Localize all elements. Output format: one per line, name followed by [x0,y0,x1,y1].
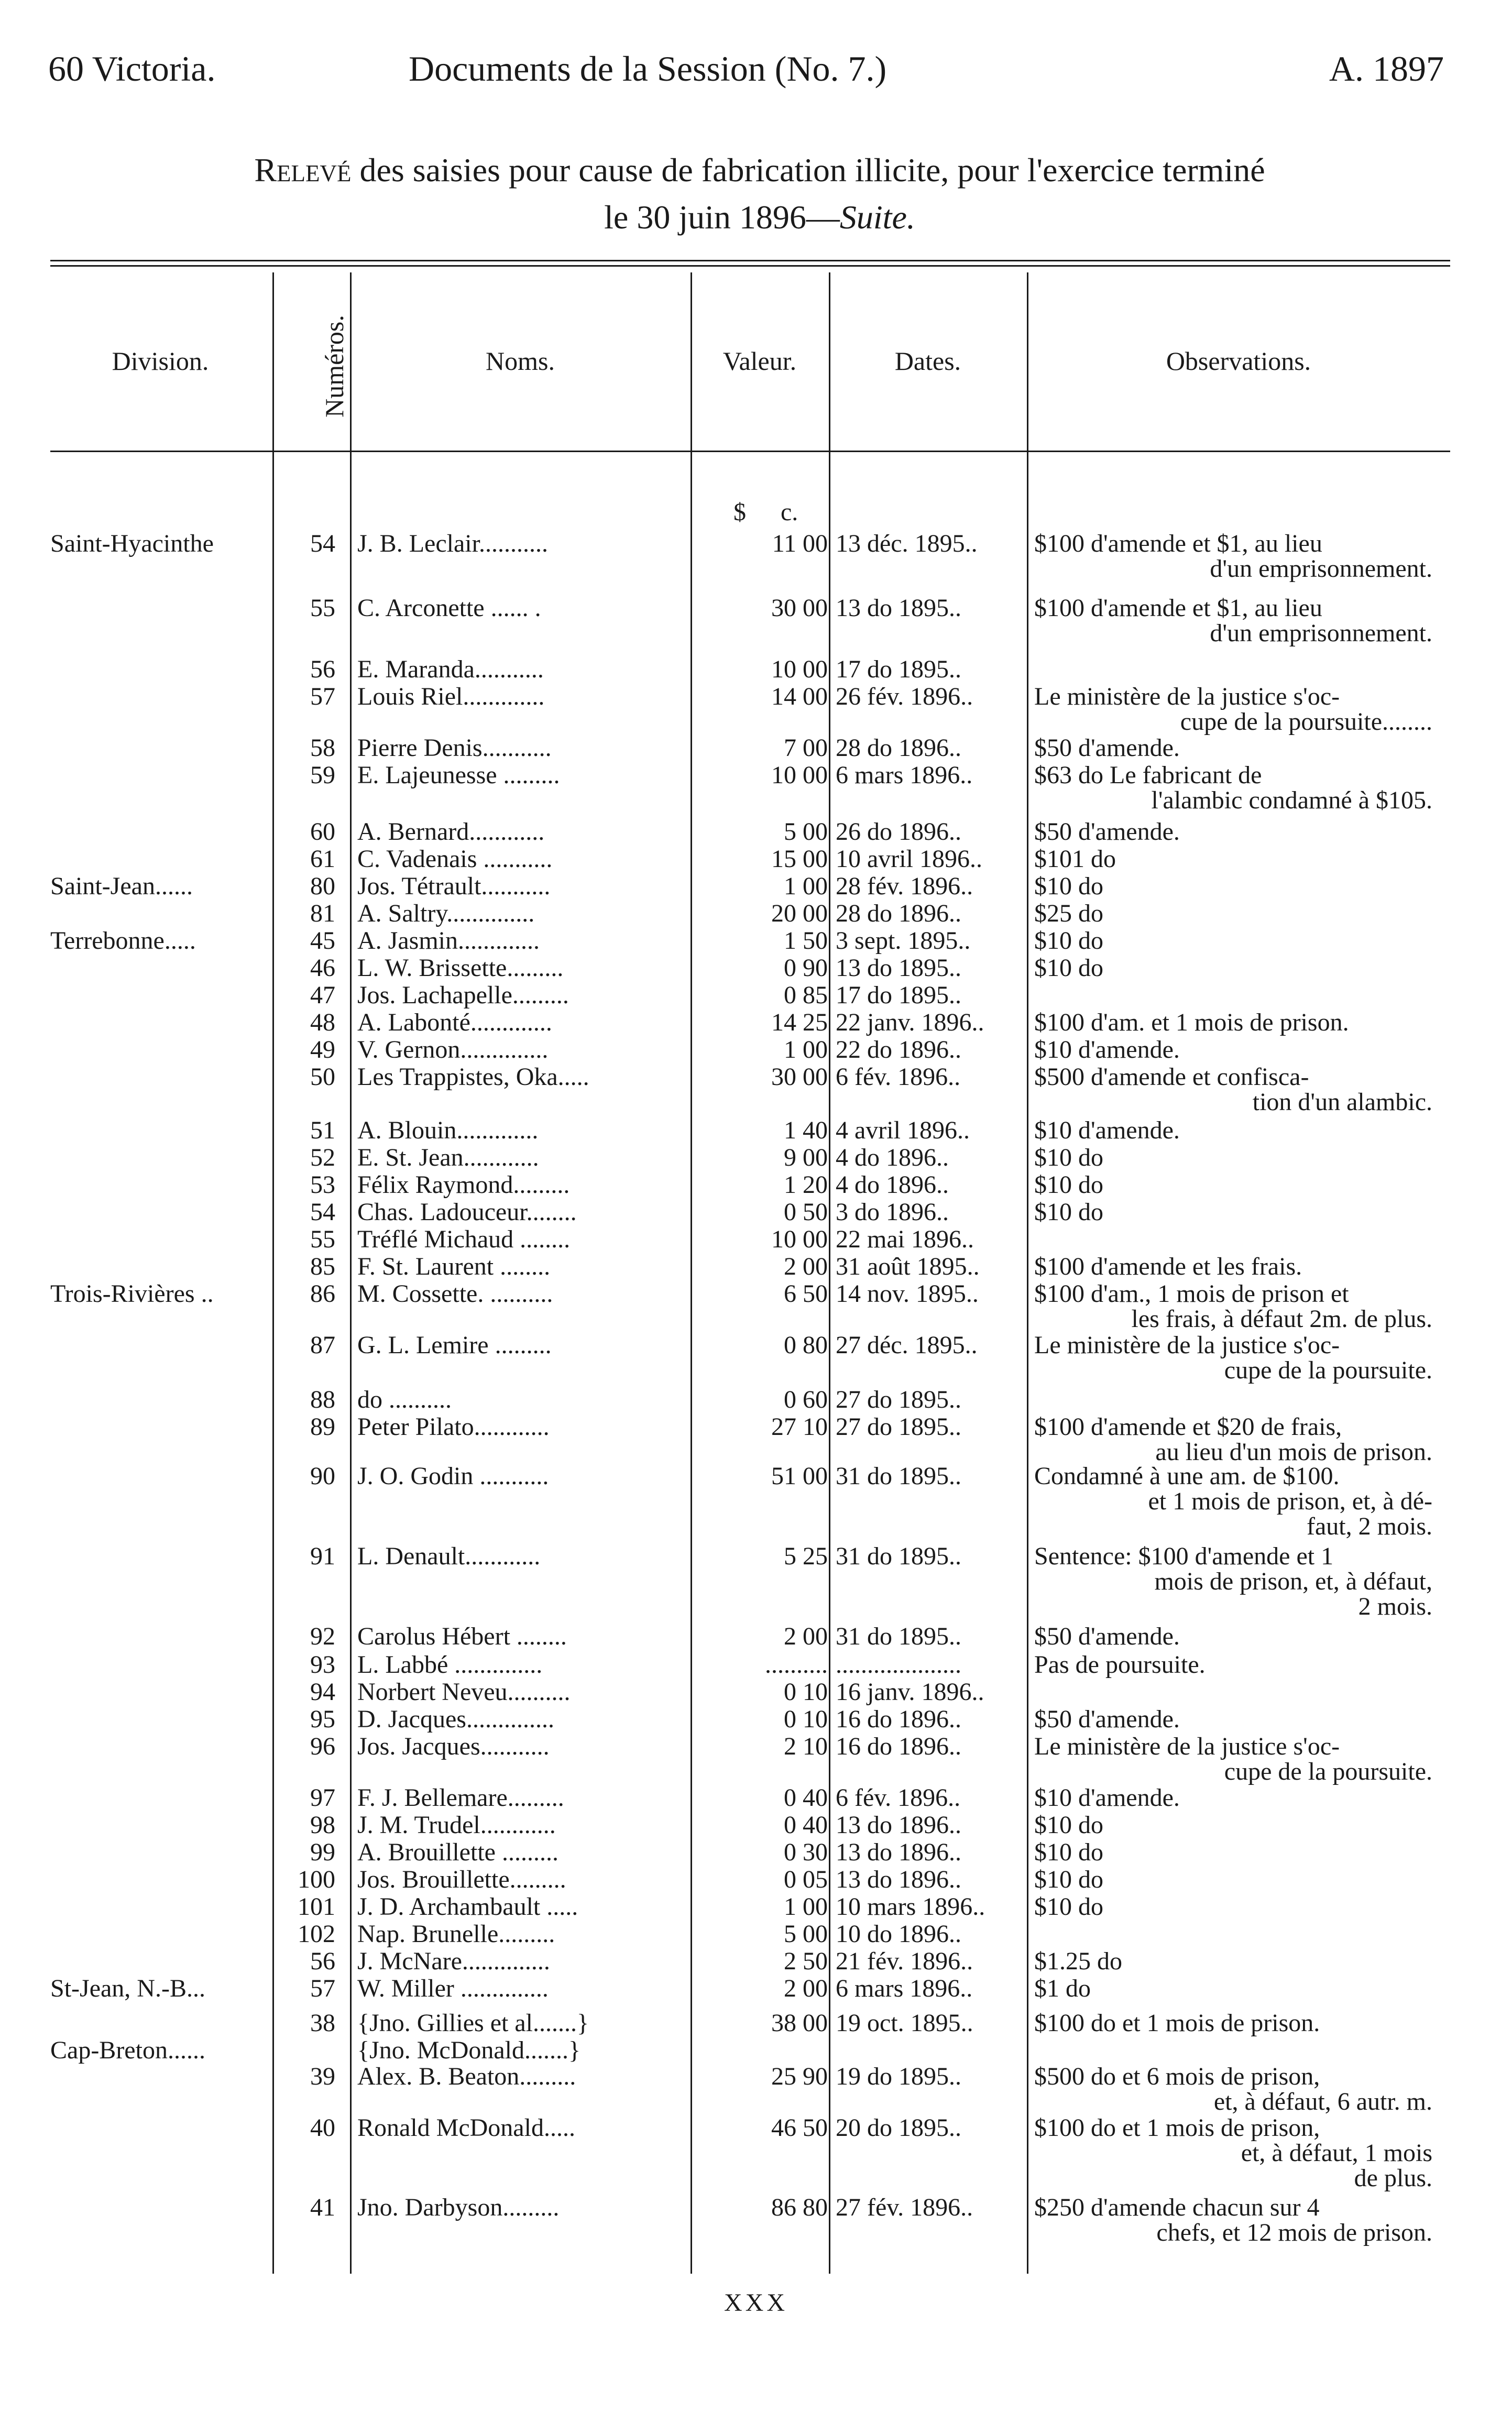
row-valeur: 7 00 [784,734,828,762]
row-date: 19 oct. 1895.. [836,2009,973,2037]
row-numero: 100 [298,1866,335,1893]
row-observation-cont: mois de prison, et, à défaut, [1154,1567,1432,1595]
row-observation: $10 do [1034,1171,1103,1199]
row-date: 13 do 1896.. [836,1866,961,1893]
row-nom: E. Lajeunesse ......... [357,761,560,789]
row-date: 6 mars 1896.. [836,761,973,789]
row-valeur: 5 00 [784,818,828,846]
row-nom: A. Blouin............. [357,1116,539,1144]
row-nom: C. Vadenais ........... [357,845,553,873]
row-valeur: 0 10 [784,1678,828,1706]
row-valeur: 0 40 [784,1784,828,1812]
colhead-valeur: Valeur. [722,346,797,376]
row-valeur: 9 00 [784,1144,828,1171]
row-date: 26 do 1896.. [836,818,961,846]
row-nom: M. Cossette. .......... [357,1280,553,1308]
row-numero: 98 [310,1811,335,1839]
row-date: 31 do 1895.. [836,1622,961,1650]
row-nom: Louis Riel............. [357,683,545,710]
row-date: 27 fév. 1896.. [836,2194,973,2221]
row-date: 21 fév. 1896.. [836,1947,973,1975]
row-numero: 50 [310,1063,335,1091]
header-year: A. 1897 [1329,49,1444,89]
row-numero: 55 [310,594,335,622]
row-date: 31 août 1895.. [836,1253,980,1280]
row-valeur: 1 20 [784,1171,828,1199]
row-observation: $100 d'amende et $1, au lieu [1034,594,1322,622]
title-line2: le 30 juin 1896— [604,199,840,236]
row-observation: Le ministère de la justice s'oc- [1034,1331,1340,1359]
row-numero: 56 [310,1947,335,1975]
row-date: 4 do 1896.. [836,1144,949,1171]
row-observation-cont: cupe de la poursuite. [1224,1758,1432,1785]
row-date: 10 avril 1896.. [836,845,982,873]
row-numero: 38 [310,2009,335,2037]
row-date: 10 do 1896.. [836,1920,961,1948]
row-division: Cap-Breton...... [50,2036,205,2064]
row-numero: 59 [310,761,335,789]
row-numero: 55 [310,1225,335,1253]
row-valeur: 2 00 [784,1253,828,1280]
row-date: 28 do 1896.. [836,734,961,762]
row-date: 22 janv. 1896.. [836,1008,984,1036]
row-valeur: 0 80 [784,1331,828,1359]
row-valeur: 86 80 [771,2194,828,2221]
row-valeur: 46 50 [771,2114,828,2142]
header-bottom-rule [50,451,1450,452]
row-nom: Ronald McDonald..... [357,2114,575,2142]
row-date: 28 do 1896.. [836,900,961,927]
row-valeur: 30 00 [771,594,828,622]
row-observation: $100 do et 1 mois de prison, [1034,2114,1320,2142]
row-nom: Jos. Brouillette......... [357,1866,566,1893]
row-observation: $10 do [1034,872,1103,900]
row-valeur: 2 00 [784,1975,828,2002]
row-observation: $100 do et 1 mois de prison. [1034,2009,1320,2037]
row-nom: A. Labonté............. [357,1008,552,1036]
row-division: Terrebonne..... [50,927,196,955]
header-session-left: 60 Victoria. [48,49,216,89]
row-numero: 96 [310,1733,335,1760]
row-date: 16 janv. 1896.. [836,1678,984,1706]
row-observation: $10 do [1034,927,1103,955]
row-observation: $100 d'am., 1 mois de prison et [1034,1280,1349,1308]
row-valeur: 1 00 [784,872,828,900]
row-numero: 99 [310,1838,335,1866]
row-numero: 101 [298,1893,335,1921]
row-nom: Jno. Darbyson......... [357,2194,560,2221]
row-observation-cont: faut, 2 mois. [1307,1512,1432,1540]
row-nom: Jos. Jacques........... [357,1733,550,1760]
unit-cents: c. [781,498,798,526]
row-numero: 54 [310,530,335,557]
row-nom: J. O. Godin ........... [357,1462,549,1490]
row-nom: Jos. Tétrault........... [357,872,551,900]
row-date: 31 do 1895.. [836,1542,961,1570]
row-valeur: 2 00 [784,1622,828,1650]
row-nom: A. Jasmin............. [357,927,540,955]
row-date: 4 avril 1896.. [836,1116,970,1144]
row-observation: Le ministère de la justice s'oc- [1034,683,1340,710]
col-divider-3 [691,272,692,2274]
row-nom: Peter Pilato............ [357,1413,550,1441]
row-numero: 58 [310,734,335,762]
row-numero: 89 [310,1413,335,1441]
row-observation: $500 do et 6 mois de prison, [1034,2063,1320,2090]
row-date: 31 do 1895.. [836,1462,961,1490]
row-numero: 61 [310,845,335,873]
page-footer: XXX [724,2289,788,2317]
row-valeur: 0 05 [784,1866,828,1893]
colhead-noms: Noms. [486,346,555,376]
row-valeur: 10 00 [771,1225,828,1253]
row-valeur: 20 00 [771,900,828,927]
row-numero: 90 [310,1462,335,1490]
row-date: 4 do 1896.. [836,1171,949,1199]
row-nom: F. St. Laurent ........ [357,1253,551,1280]
col-divider-4 [829,272,830,2274]
row-date: 27 do 1895.. [836,1386,961,1413]
row-observation: $10 d'amende. [1034,1116,1180,1144]
row-observation: $10 do [1034,1866,1103,1893]
row-valeur: 2 50 [784,1947,828,1975]
row-valeur: 11 00 [772,530,828,557]
row-observation: $10 do [1034,1144,1103,1171]
row-nom: J. D. Archambault ..... [357,1893,578,1921]
row-date: 13 do 1895.. [836,594,961,622]
row-nom: Nap. Brunelle......... [357,1920,555,1948]
row-nom: Les Trappistes, Oka..... [357,1063,589,1091]
top-double-rule-2 [50,265,1450,267]
row-nom: Pierre Denis........... [357,734,552,762]
row-numero: 93 [310,1651,335,1679]
row-date: 16 do 1896.. [836,1733,961,1760]
row-nom: G. L. Lemire ......... [357,1331,552,1359]
row-numero: 86 [310,1280,335,1308]
row-observation-cont: cupe de la poursuite. [1224,1356,1432,1384]
row-numero: 80 [310,872,335,900]
row-numero: 94 [310,1678,335,1706]
row-observation: $250 d'amende chacun sur 4 [1034,2194,1320,2221]
row-nom: L. W. Brissette......... [357,954,564,982]
row-observation: Le ministère de la justice s'oc- [1034,1733,1340,1760]
row-division: St-Jean, N.-B... [50,1975,205,2002]
row-observation: $50 d'amende. [1034,1705,1180,1733]
row-numero: 39 [310,2063,335,2090]
row-date: 27 do 1895.. [836,1413,961,1441]
col-divider-2 [350,272,352,2274]
row-division: Saint-Jean...... [50,872,193,900]
row-nom: Jos. Lachapelle......... [357,981,569,1009]
row-numero: 91 [310,1542,335,1570]
row-nom: W. Miller .............. [357,1975,549,2002]
row-numero: 40 [310,2114,335,2142]
row-numero: 56 [310,655,335,683]
title-line1: des saisies pour cause de fabrication illicite, pour l'exercice terminé [351,151,1265,189]
row-date: 26 fév. 1896.. [836,683,973,710]
row-observation-cont: l'alambic condamné à $105. [1151,786,1432,814]
row-observation: $10 d'amende. [1034,1036,1180,1064]
row-nom: L. Denault............ [357,1542,541,1570]
row-valeur: 0 10 [784,1705,828,1733]
row-numero: 57 [310,1975,335,2002]
top-double-rule-1 [50,260,1450,261]
row-nom: D. Jacques.............. [357,1705,554,1733]
row-valeur: 1 50 [784,927,828,955]
col-divider-1 [272,272,274,2274]
row-numero: 49 [310,1036,335,1064]
row-valeur: 15 00 [771,845,828,873]
row-nom: C. Arconette ...... . [357,594,541,622]
row-observation-cont: les frais, à défaut 2m. de plus. [1131,1305,1432,1333]
row-observation: $100 d'am. et 1 mois de prison. [1034,1008,1349,1036]
row-nom: J. B. Leclair........... [357,530,548,557]
row-numero: 102 [298,1920,335,1948]
row-date: 17 do 1895.. [836,981,961,1009]
row-observation: $10 do [1034,1893,1103,1921]
row-numero: 45 [310,927,335,955]
row-date: 13 do 1895.. [836,954,961,982]
row-nom: L. Labbé .............. [357,1651,543,1679]
row-numero: 46 [310,954,335,982]
row-numero: 54 [310,1198,335,1226]
row-numero: 85 [310,1253,335,1280]
row-valeur: 0 90 [784,954,828,982]
row-numero: 51 [310,1116,335,1144]
row-nom: J. McNare.............. [357,1947,550,1975]
row-observation: $10 do [1034,1811,1103,1839]
row-nom: V. Gernon.............. [357,1036,549,1064]
row-valeur: 1 00 [784,1036,828,1064]
page-title [84,147,1436,241]
row-valeur: 38 00 [771,2009,828,2037]
row-date: 28 fév. 1896.. [836,872,973,900]
row-observation: $500 d'amende et confisca- [1034,1063,1309,1091]
row-date: 16 do 1896.. [836,1705,961,1733]
row-date: 22 do 1896.. [836,1036,961,1064]
row-valeur: 10 00 [771,655,828,683]
row-observation: $1.25 do [1034,1947,1122,1975]
row-observation: $50 d'amende. [1034,818,1180,846]
colhead-dates: Dates. [894,346,961,376]
row-observation: $100 d'amende et $1, au lieu [1034,530,1322,557]
row-observation: $100 d'amende et $20 de frais, [1034,1413,1342,1441]
row-numero: 87 [310,1331,335,1359]
row-division: Saint-Hyacinthe [50,530,214,557]
row-valeur: 51 00 [771,1462,828,1490]
row-numero: 41 [310,2194,335,2221]
row-date: 6 fév. 1896.. [836,1784,961,1812]
row-observation: $100 d'amende et les frais. [1034,1253,1302,1280]
row-date: 13 do 1896.. [836,1838,961,1866]
row-valeur: 0 30 [784,1838,828,1866]
row-date: 19 do 1895.. [836,2063,961,2090]
row-numero: 95 [310,1705,335,1733]
row-date: 3 do 1896.. [836,1198,949,1226]
row-observation: $10 d'amende. [1034,1784,1180,1812]
row-nom: J. M. Trudel............ [357,1811,556,1839]
row-date: 13 do 1896.. [836,1811,961,1839]
row-observation-cont: d'un emprisonnement. [1210,555,1432,583]
row-numero: 81 [310,900,335,927]
row-nom: Chas. Ladouceur........ [357,1198,577,1226]
row-observation: $10 do [1034,954,1103,982]
row-date: 20 do 1895.. [836,2114,961,2142]
row-numero: 53 [310,1171,335,1199]
row-numero: 92 [310,1622,335,1650]
row-date: 3 sept. 1895.. [836,927,971,955]
title-smallcaps: Relevé [254,151,352,189]
row-numero: 60 [310,818,335,846]
row-observation-cont: 2 mois. [1358,1593,1432,1620]
colhead-division: Division. [112,346,209,376]
row-valeur: 5 25 [784,1542,828,1570]
row-nom: Carolus Hébert ........ [357,1622,567,1650]
row-observation: $50 d'amende. [1034,734,1180,762]
col-divider-5 [1027,272,1028,2274]
row-numero: 48 [310,1008,335,1036]
row-nom: A. Brouillette ......... [357,1838,558,1866]
row-valeur: 2 10 [784,1733,828,1760]
row-observation: $1 do [1034,1975,1091,2002]
row-nom: E. Maranda........... [357,655,544,683]
row-observation-cont: et, à défaut, 6 autr. m. [1213,2088,1432,2115]
row-valeur: 0 60 [784,1386,828,1413]
row-date: 13 déc. 1895.. [836,530,978,557]
row-observation: Pas de poursuite. [1034,1651,1206,1679]
row-date: 27 déc. 1895.. [836,1331,978,1359]
row-observation-cont: et 1 mois de prison, et, à dé- [1148,1487,1432,1515]
row-numero: 52 [310,1144,335,1171]
row-observation-cont: et, à défaut, 1 mois [1241,2139,1432,2167]
row-observation: Condamné à une am. de $100. [1034,1462,1340,1490]
row-valeur: 0 50 [784,1198,828,1226]
row-nom: {Jno. Gillies et al.......} [357,2009,589,2037]
row-nom: A. Bernard............ [357,818,545,846]
row-nom: E. St. Jean............ [357,1144,539,1171]
row-date: .................... [836,1651,961,1679]
row-date: 14 nov. 1895.. [836,1280,979,1308]
row-valeur: 0 85 [784,981,828,1009]
row-division: Trois-Rivières .. [50,1280,214,1308]
row-numero: 97 [310,1784,335,1812]
row-nom: {Jno. McDonald.......} [357,2036,581,2064]
unit-dollar: $ [733,498,746,526]
row-valeur: 27 10 [771,1413,828,1441]
row-observation: $10 do [1034,1838,1103,1866]
row-observation: $10 do [1034,1198,1103,1226]
row-nom: Tréflé Michaud ........ [357,1225,571,1253]
row-observation: $63 do Le fabricant de [1034,761,1262,789]
row-observation-cont: chefs, et 12 mois de prison. [1156,2219,1432,2246]
row-valeur: 1 00 [784,1893,828,1921]
row-observation-cont: tion d'un alambic. [1252,1088,1432,1116]
row-numero: 47 [310,981,335,1009]
row-observation-cont: cupe de la poursuite........ [1180,708,1432,736]
row-observation: Sentence: $100 d'amende et 1 [1034,1542,1334,1570]
row-valeur: 30 00 [771,1063,828,1091]
row-nom: A. Saltry.............. [357,900,535,927]
row-valeur: 1 40 [784,1116,828,1144]
row-nom: Norbert Neveu.......... [357,1678,571,1706]
row-valeur: 14 25 [771,1008,828,1036]
row-observation-cont: de plus. [1354,2164,1432,2192]
row-observation: $50 d'amende. [1034,1622,1180,1650]
row-date: 6 mars 1896.. [836,1975,973,2002]
row-nom: Félix Raymond......... [357,1171,570,1199]
row-valeur: .......... [765,1651,828,1679]
row-nom: do .......... [357,1386,452,1413]
row-valeur: 6 50 [784,1280,828,1308]
row-numero: 57 [310,683,335,710]
title-suite: Suite. [839,199,915,236]
colhead-observations: Observations. [1166,346,1311,376]
header-document-title: Documents de la Session (No. 7.) [409,49,887,89]
row-observation-cont: d'un emprisonnement. [1210,619,1432,647]
row-valeur: 14 00 [771,683,828,710]
row-nom: F. J. Bellemare......... [357,1784,564,1812]
row-valeur: 0 40 [784,1811,828,1839]
row-valeur: 25 90 [771,2063,828,2090]
row-observation-cont: au lieu d'un mois de prison. [1155,1438,1432,1466]
row-date: 17 do 1895.. [836,655,961,683]
row-date: 10 mars 1896.. [836,1893,985,1921]
row-observation: $101 do [1034,845,1116,873]
row-date: 6 fév. 1896.. [836,1063,961,1091]
row-valeur: 5 00 [784,1920,828,1948]
row-valeur: 10 00 [771,761,828,789]
row-numero: 88 [310,1386,335,1413]
row-observation: $25 do [1034,900,1103,927]
row-date: 22 mai 1896.. [836,1225,974,1253]
row-nom: Alex. B. Beaton......... [357,2063,576,2090]
